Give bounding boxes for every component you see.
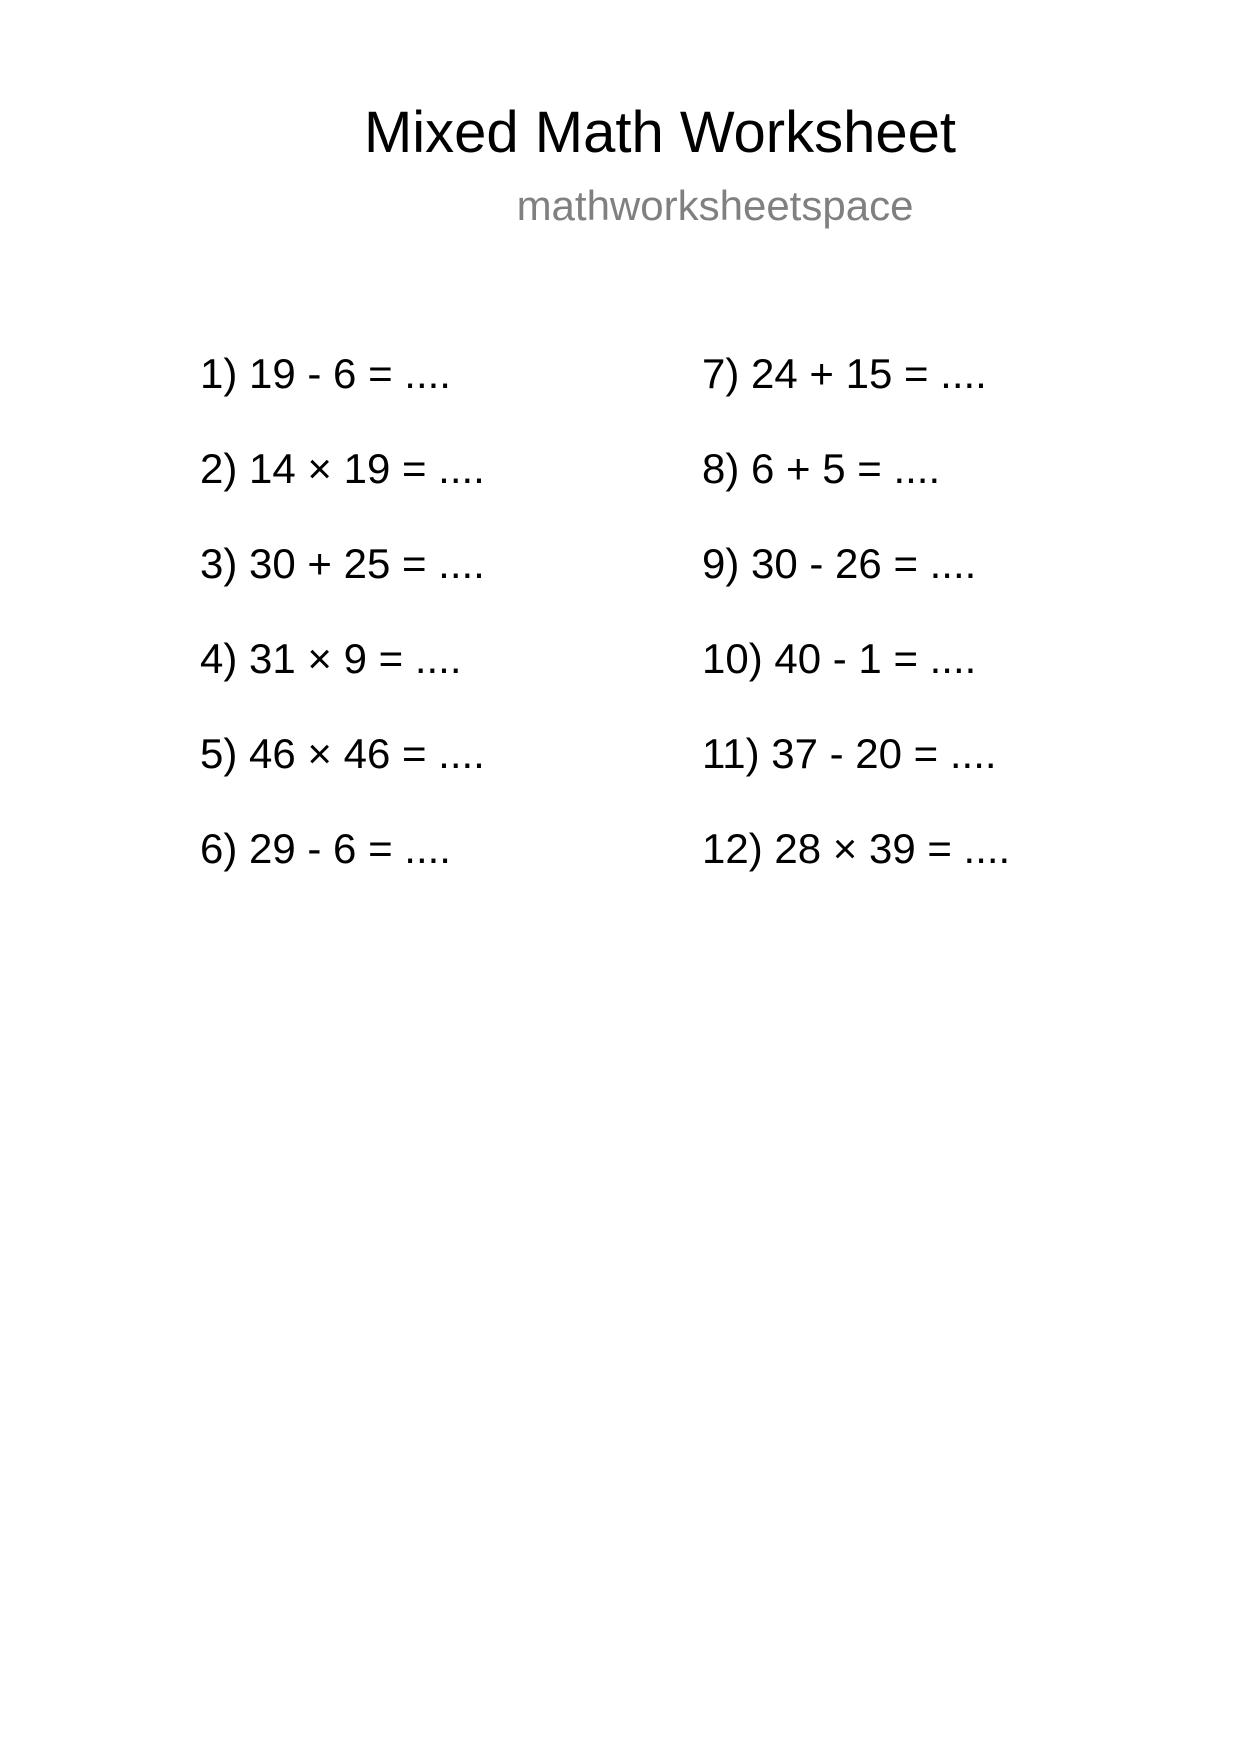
worksheet-subtitle: mathworksheetspace <box>516 182 914 229</box>
problem-10: 10) 40 - 1 = .... <box>702 635 977 682</box>
problem-2: 2) 14 × 19 = .... <box>200 445 485 492</box>
problem-12: 12) 28 × 39 = .... <box>702 825 1011 872</box>
problem-column-left <box>200 349 485 919</box>
problem-column-right <box>702 349 1010 919</box>
worksheet-title: Mixed Math Worksheet <box>363 100 957 165</box>
problem-9: 9) 30 - 26 = .... <box>702 540 977 587</box>
problem-5: 5) 46 × 46 = .... <box>200 730 485 777</box>
problem-4: 4) 31 × 9 = .... <box>200 635 462 682</box>
problem-11: 11) 37 - 20 = .... <box>702 730 997 777</box>
problem-8: 8) 6 + 5 = .... <box>702 445 941 492</box>
problem-7: 7) 24 + 15 = .... <box>702 350 987 397</box>
problem-1: 1) 19 - 6 = .... <box>200 350 451 397</box>
problem-3: 3) 30 + 25 = .... <box>200 540 485 587</box>
problem-6: 6) 29 - 6 = .... <box>200 825 451 872</box>
